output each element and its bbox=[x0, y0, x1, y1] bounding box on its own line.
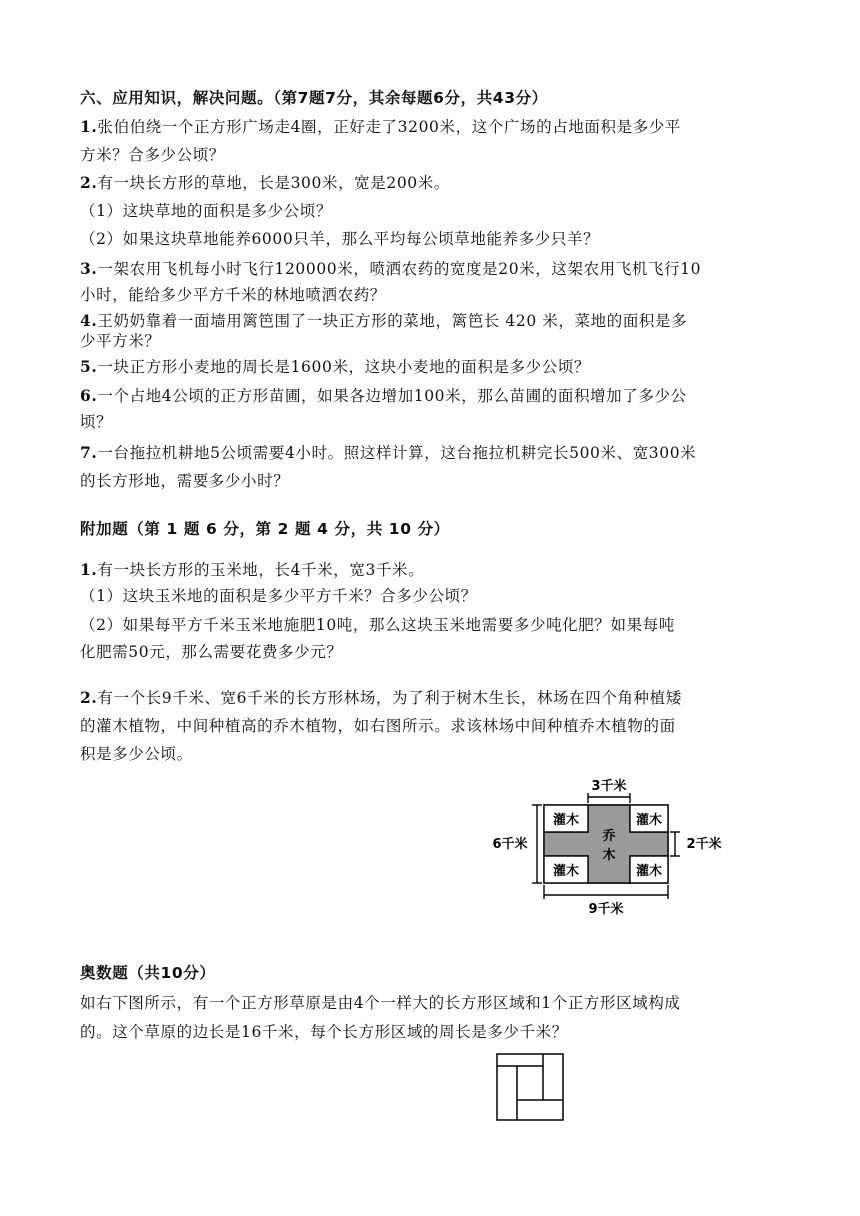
question-number: 6. bbox=[80, 386, 98, 405]
shrub-label: 灌木 bbox=[635, 813, 663, 828]
olympiad-question: 如右下图所示，有一个正方形草原是由4个一样大的长方形区域和1个正方形区域构成 bbox=[80, 994, 681, 1012]
question-text: 一块正方形小麦地的周长是1600米，这块小麦地的面积是多少公顷？ bbox=[97, 358, 591, 376]
question-2-sub1: （1）这块草地的面积是多少公顷？ bbox=[80, 202, 332, 220]
olympiad-question-cont: 的。这个草原的边长是16千米，每个长方形区域的周长是多少千米？ bbox=[80, 1023, 568, 1041]
question-7-cont: 的长方形地，需要多少小时？ bbox=[80, 472, 290, 490]
question-number: 2. bbox=[80, 688, 98, 707]
question-number: 4. bbox=[80, 311, 98, 330]
bonus-question-1-sub2: （2）如果每平方千米玉米地施肥10吨，那么这块玉米地需要多少吨化肥？如果每吨 bbox=[80, 616, 675, 634]
shrub-label: 灌木 bbox=[552, 813, 580, 828]
question-number: 7. bbox=[80, 443, 98, 462]
dim-label: 3千米 bbox=[591, 779, 627, 794]
question-text: 有一个长9千米、宽6千米的长方形林场，为了利于树木生长，林场在四个角种植矮 bbox=[97, 689, 682, 707]
question-3-cont: 小时，能给多少平方千米的林地喷洒农药？ bbox=[80, 286, 386, 304]
dim-label: 9千米 bbox=[588, 902, 624, 917]
question-1-cont: 方米？合多少公顷？ bbox=[80, 146, 225, 164]
question-2 bbox=[80, 173, 450, 193]
question-4 bbox=[80, 311, 687, 331]
question-1 bbox=[80, 117, 681, 137]
question-text: 有一块长方形的草地，长是300米，宽是200米。 bbox=[97, 174, 450, 192]
question-6-cont: 顷？ bbox=[80, 413, 113, 431]
tree-label: 木 bbox=[602, 848, 616, 863]
bonus-question-2-cont: 的灌木植物，中间种植高的乔木植物，如右图所示。求该林场中间种植乔木植物的面 bbox=[80, 717, 676, 735]
shrub-label: 灌木 bbox=[635, 864, 663, 879]
question-3 bbox=[80, 259, 701, 279]
question-text: 一架农用飞机每小时飞行120000米，喷洒农药的宽度是20米，这架农用飞机飞行10 bbox=[97, 260, 702, 278]
section-heading: 奥数题（共10分） bbox=[80, 964, 216, 982]
question-text: 张伯伯绕一个正方形广场走4圈，正好走了3200米，这个广场的占地面积是多少平 bbox=[97, 118, 682, 136]
question-7 bbox=[80, 443, 696, 463]
forest-diagram bbox=[532, 793, 680, 899]
question-4-cont: 少平方米？ bbox=[80, 332, 161, 350]
section-heading: 六、应用知识，解决问题。（第7题7分，其余每题6分，共43分） bbox=[80, 89, 548, 107]
question-number: 1. bbox=[80, 117, 98, 136]
bonus-question-1-sub2-cont: 化肥需50元，那么需要花费多少元？ bbox=[80, 643, 343, 661]
question-2-sub2: （2）如果这块草地能养6000只羊，那么平均每公顷草地能养多少只羊？ bbox=[80, 230, 600, 248]
question-text: 王奶奶靠着一面墙用篱笆围了一块正方形的菜地，篱笆长 420 米，菜地的面积是多 bbox=[97, 312, 688, 330]
shrub-label: 灌木 bbox=[552, 864, 580, 879]
bonus-question-1-sub1: （1）这块玉米地的面积是多少平方千米？合多少公顷？ bbox=[80, 587, 477, 605]
bonus-question-2 bbox=[80, 688, 682, 708]
question-text: 一台拖拉机耕地5公顷需要4小时。照这样计算，这台拖拉机耕完长500米、宽300米 bbox=[97, 444, 697, 462]
question-6 bbox=[80, 386, 687, 406]
square-figure bbox=[495, 1052, 567, 1124]
question-5 bbox=[80, 357, 590, 377]
question-number: 5. bbox=[80, 357, 98, 376]
tree-label: 乔 bbox=[602, 829, 616, 844]
question-number: 1. bbox=[80, 560, 98, 579]
bonus-question-1 bbox=[80, 560, 424, 580]
forest-figure bbox=[480, 775, 750, 920]
section-heading: 附加题（第 1 题 6 分，第 2 题 4 分，共 10 分） bbox=[80, 520, 450, 538]
outer-square bbox=[497, 1054, 563, 1120]
question-text: 有一块长方形的玉米地，长4千米，宽3千米。 bbox=[97, 561, 425, 579]
dim-label: 6千米 bbox=[492, 837, 528, 852]
question-number: 2. bbox=[80, 173, 98, 192]
dim-label: 2千米 bbox=[686, 837, 722, 852]
question-number: 3. bbox=[80, 259, 98, 278]
question-text: 一个占地4公顷的正方形苗圃，如果各边增加100米，那么苗圃的面积增加了多少公 bbox=[97, 387, 687, 405]
bonus-question-2-cont: 积是多少公顷。 bbox=[80, 745, 193, 763]
